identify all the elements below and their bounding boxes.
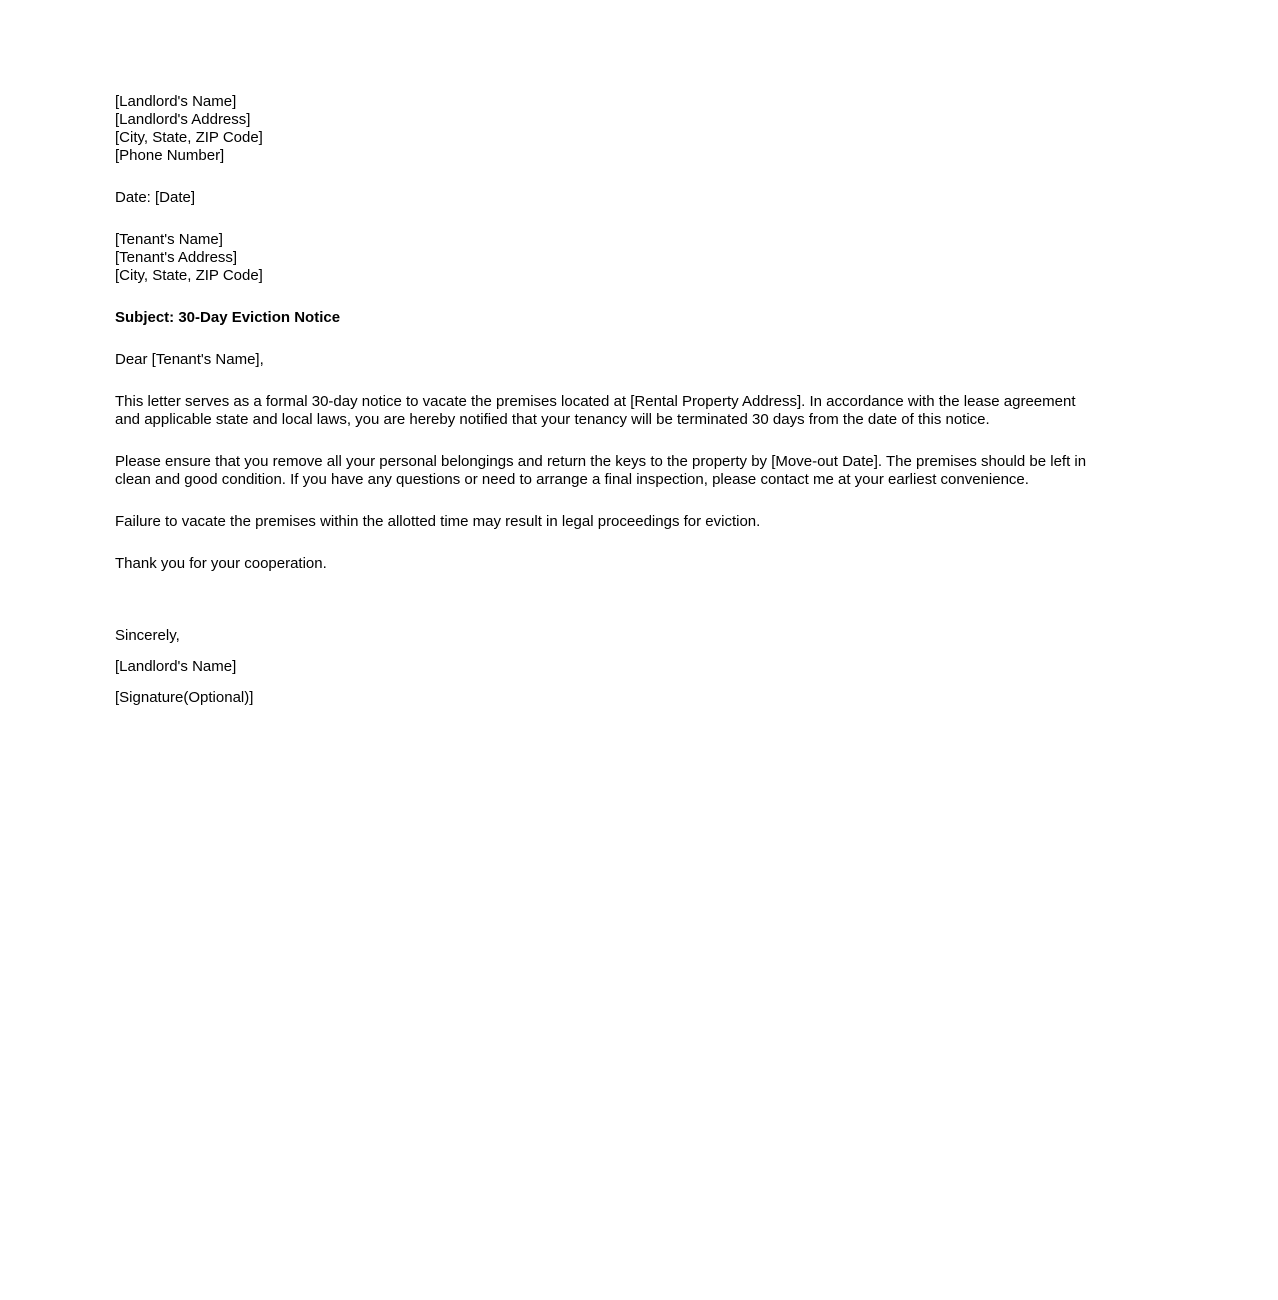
sender-city-state-zip: [City, State, ZIP Code] [115,129,263,146]
body-paragraph-2 [115,453,1155,489]
recipient-name: [Tenant's Name] [115,231,223,248]
body-paragraph-1-line-2: and applicable state and local laws, you are hereby notified that your tenancy will be terminated 30 days from the date of this notice. [115,411,990,428]
recipient-city-state-zip: [City, State, ZIP Code] [115,267,263,284]
salutation: Dear [Tenant's Name], [115,351,264,368]
body-paragraph-4: Thank you for your cooperation. [115,555,327,572]
sender-address: [Landlord's Address] [115,111,251,128]
body-paragraph-1-line-1: This letter serves as a formal 30-day notice to vacate the premises located at [Rental Property Address]. In accordance with the lease agreement [115,393,1076,410]
sender-phone: [Phone Number] [115,147,225,164]
body-paragraph-1 [115,393,1155,429]
subject-line: Subject: 30-Day Eviction Notice [115,309,341,326]
signature-name: [Landlord's Name] [115,658,237,675]
signature-note: [Signature(Optional)] [115,689,254,706]
body-paragraph-2-line-2: clean and good condition. If you have any questions or need to arrange a final inspection, please contact me at your earliest convenience. [115,471,1029,488]
recipient-address-block [115,231,1155,285]
sender-address-block [115,93,1155,165]
date-line: Date: [Date] [115,189,196,206]
eviction-notice-letter [0,0,1155,707]
body-paragraph-2-line-1: Please ensure that you remove all your personal belongings and return the keys to the property by [Move-out Date]. The premises should be left in [115,453,1087,470]
closing: Sincerely, [115,627,180,644]
recipient-address: [Tenant's Address] [115,249,238,266]
sender-name: [Landlord's Name] [115,93,237,110]
body-paragraph-3: Failure to vacate the premises within the allotted time may result in legal proceedings for eviction. [115,513,761,530]
